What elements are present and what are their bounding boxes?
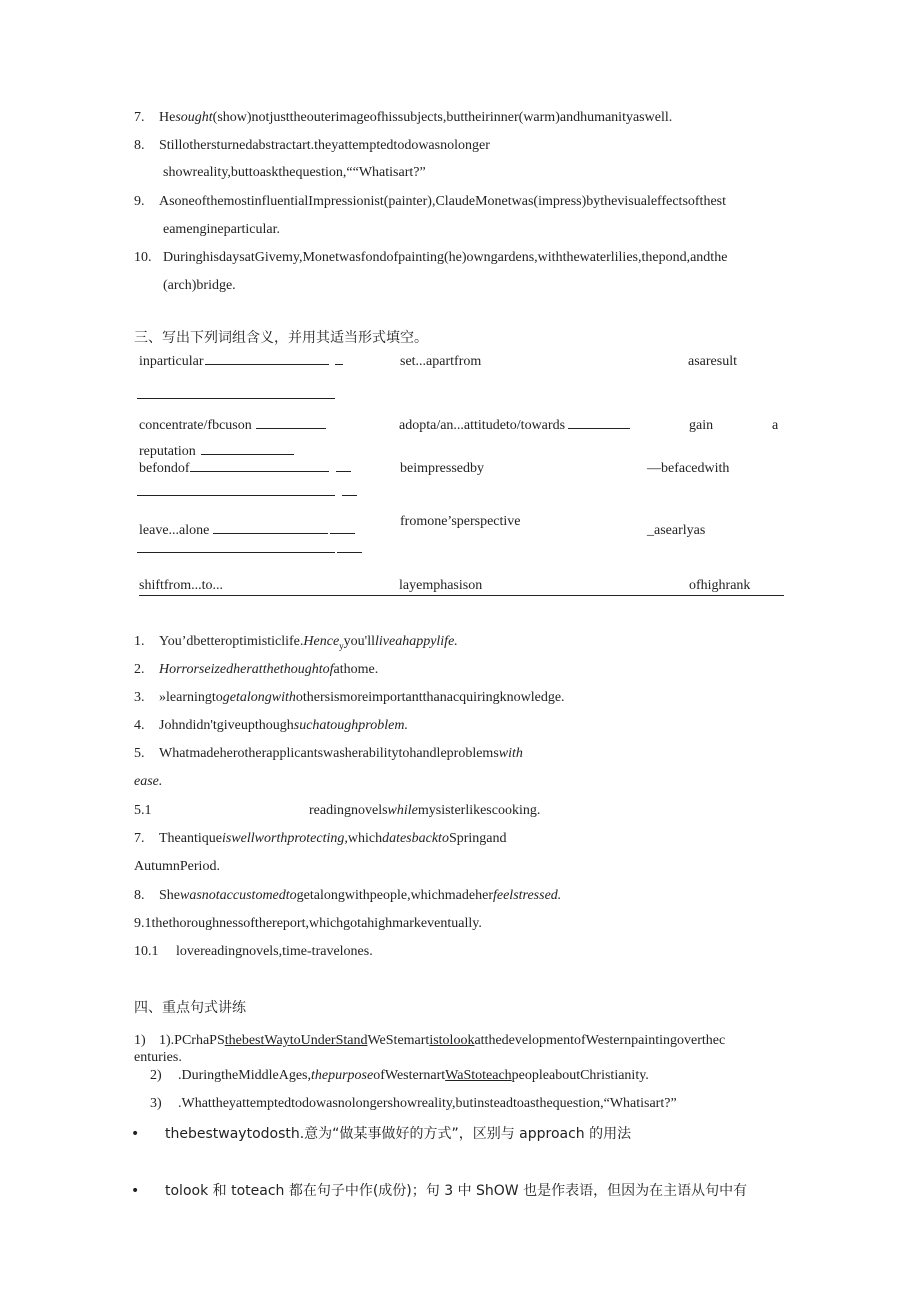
pattern-3: 3) .Whattheyattemptedtodowasnolongershowreality,butinsteadtoasthequestion,“Whatisart?” xyxy=(150,1096,677,1111)
item-7: 7. Hesought(show)notjusttheouterimageofhissubjects,buttheirinner(warm)andhumanityaswell. xyxy=(134,110,673,125)
item-10: 10. DuringhisdaysatGivemy,Monetwasfondofpainting(he)owngardens,withthewaterlilies,thepond,andthe xyxy=(134,250,728,265)
pattern-1-cont: enturies. xyxy=(134,1050,182,1065)
answer-blank xyxy=(335,363,343,365)
phrase-gain-a: a xyxy=(772,418,779,433)
phrase-gain: gain xyxy=(689,418,714,433)
phrase-perspective: fromone’sperspective xyxy=(400,514,521,529)
answer-blank xyxy=(256,427,326,429)
section-3-heading: 三、写出下列词组含义，并用其适当形式填空。 xyxy=(134,330,428,346)
sentence-10: 10.1 lovereadingnovels,time-travelones. xyxy=(134,944,373,959)
answer-blank xyxy=(137,485,357,502)
note-bullet-2: • tolook 和 toteach 都在句子中作(成份)；句 3 中 ShOW 也是作表语，但因为在主语从句中有 xyxy=(131,1183,748,1199)
phrase-set-apart: set...apartfrom xyxy=(400,354,482,369)
sentence-7-cont: AutumnPeriod. xyxy=(134,859,220,874)
phrase-concentrate: concentrate/fbcuson xyxy=(139,418,326,435)
answer-blank xyxy=(190,470,329,472)
item-8-cont: showreality,buttoaskthequestion,““Whatisart?” xyxy=(163,165,426,180)
sentence-4: 4. Johndidn'tgiveupthoughsuchatoughproblem. xyxy=(134,718,408,733)
item-9: 9. AsoneofthemostinfluentialImpressionist(painter),ClaudeMonetwas(impress)bythevisualeffectsofthest xyxy=(134,194,726,209)
phrase-shift: shiftfrom...to... xyxy=(139,578,223,593)
sentence-2: 2. Horrorseizedheratthethoughtofathome. xyxy=(134,662,379,677)
sentence-7: 7. Theantiqueiswellworthprotecting,whichdatesbacktoSpringand xyxy=(134,831,507,846)
sentence-5: 5. Whatmadeherotherapplicantswasherabilitytohandleproblemswith xyxy=(134,746,523,761)
answer-blank xyxy=(137,542,362,559)
phrase-as-early: _asearlyas xyxy=(647,523,706,538)
sentence-1: 1. You’dbetteroptimisticlife.Hence$_y$you'llliveahappylife. xyxy=(134,634,458,651)
answer-blank xyxy=(568,427,630,429)
sentence-3: 3. »learningtogetalongwithothersismoreimportantthanacquiringknowledge. xyxy=(134,690,565,705)
phrase-adopt: adopta/an...attitudeto/towards xyxy=(399,418,630,435)
answer-blank xyxy=(336,470,351,472)
section-4-heading: 四、重点句式讲练 xyxy=(134,1000,246,1016)
answer-blank xyxy=(330,532,355,534)
answer-blank xyxy=(137,388,335,405)
sentence-9: 9.1thethoroughnessofthereport,whichgotahighmarkeventually. xyxy=(134,916,482,931)
sentence-6: 5.1 readingnovelswhilemysisterlikescooking. xyxy=(134,803,541,818)
bullet-icon: • xyxy=(131,1183,140,1199)
bullet-icon: • xyxy=(131,1126,140,1142)
phrase-in-particular: inparticular xyxy=(139,354,343,371)
phrase-as-a-result: asaresult xyxy=(688,354,737,369)
phrase-row-last xyxy=(139,578,784,596)
phrase-be-impressed: beimpressedby xyxy=(400,461,484,476)
phrase-reputation: reputation xyxy=(139,444,294,461)
sentence-8: 8. Shewasnotaccustomedtogetalongwithpeople,whichmadeherfeelstressed. xyxy=(134,888,562,903)
phrase-lay-emphasis: layemphasison xyxy=(399,578,483,593)
note-bullet-1: • thebestwaytodosth.意为“做某事做好的方式”，区别与 approach 的用法 xyxy=(131,1126,632,1142)
sentence-5-cont: ease. xyxy=(134,774,163,789)
answer-blank xyxy=(205,363,329,365)
phrase-be-faced: —befacedwith xyxy=(647,461,730,476)
answer-blank xyxy=(201,453,294,455)
item-10-cont: (arch)bridge. xyxy=(163,278,236,293)
pattern-2: 2) .DuringtheMiddleAges,thepurposeofWesternartWaStoteachpeopleaboutChristianity. xyxy=(150,1068,649,1083)
item-9-cont: eamengineparticular. xyxy=(163,222,280,237)
answer-blank xyxy=(213,532,328,534)
pattern-1: 1) 1).PCrhaPSthebestWaytoUnderStandWeStemartistolookatthedevelopmentofWesternpaintingoverthec xyxy=(134,1033,726,1048)
phrase-be-fond-of: befondof xyxy=(139,461,351,478)
phrase-high-rank: ofhighrank xyxy=(689,578,751,593)
item-8: 8. Stillothersturnedabstractart.theyattemptedtodowasnolonger xyxy=(134,138,490,153)
phrase-leave-alone: leave...alone xyxy=(139,523,355,540)
